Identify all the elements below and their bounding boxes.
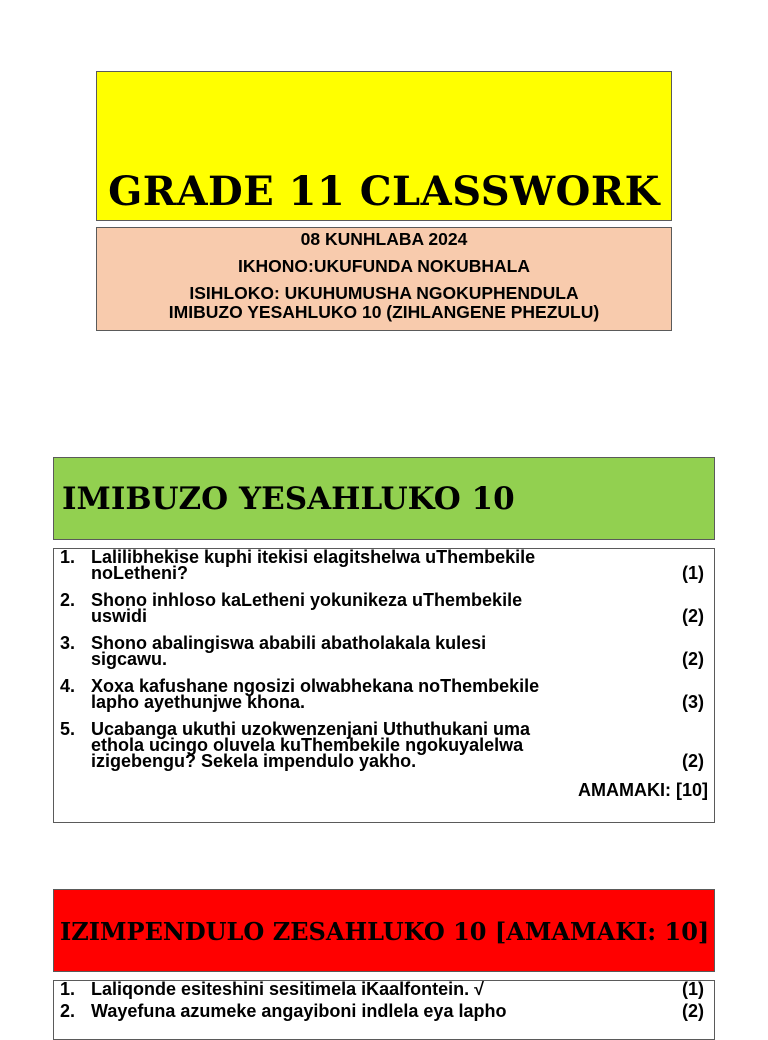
answer-marks: (2) <box>682 1001 704 1021</box>
question-item <box>60 635 704 667</box>
questions-total-marks: AMAMAKI: [10] <box>578 780 708 800</box>
question-item <box>60 721 704 769</box>
lesson-topic-line-2: IMIBUZO YESAHLUKO 10 (ZIHLANGENE PHEZULU) <box>168 302 600 322</box>
questions-box <box>53 548 715 823</box>
question-item <box>60 678 704 710</box>
question-number: 2. <box>60 590 76 610</box>
answer-text: Laliqonde esiteshini sesitimela iKaalfontein. √ <box>91 980 484 999</box>
question-number: 5. <box>60 719 76 739</box>
question-number: 3. <box>60 633 76 653</box>
answer-text: Wayefuna azumeke angayiboni indlela eya lapho <box>91 1001 507 1021</box>
question-number: 4. <box>60 676 76 696</box>
lesson-topic-line-1: ISIHLOKO: UKUHUMUSHA NGOKUPHENDULA <box>189 283 579 303</box>
question-marks: (2) <box>682 751 704 771</box>
answer-number: 1. <box>60 980 76 999</box>
question-number: 1. <box>60 547 76 567</box>
answers-box <box>53 980 715 1040</box>
answer-item <box>60 981 704 997</box>
questions-heading: IMIBUZO YESAHLUKO 10 <box>53 457 715 540</box>
question-text: Ucabanga ukuthi uzokwenzenjani Uthuthukani uma ethola ucingo oluvela kuThembekile ngokuyalelwa izigebengu? Sekela impendulo yakho. <box>91 719 531 771</box>
info-banner <box>96 227 672 331</box>
question-item <box>60 592 704 624</box>
answer-item <box>60 1003 704 1019</box>
question-item <box>60 549 704 581</box>
question-text: Shono inhloso kaLetheni yokunikeza uThembekile uswidi <box>91 590 523 626</box>
question-marks: (2) <box>682 606 704 626</box>
question-marks: (3) <box>682 692 704 712</box>
answer-marks: (1) <box>682 980 704 999</box>
question-text: Xoxa kafushane ngosizi olwabhekana noThembekile lapho ayethunjwe khona. <box>91 676 540 712</box>
question-marks: (1) <box>682 563 704 583</box>
page-title: GRADE 11 CLASSWORK <box>108 168 660 215</box>
lesson-skill: IKHONO:UKUFUNDA NOKUBHALA <box>238 256 530 276</box>
answers-heading: IZIMPENDULO ZESAHLUKO 10 [AMAMAKI: 10] <box>53 889 715 972</box>
lesson-date: 08 KUNHLABA 2024 <box>300 229 468 249</box>
question-text: Shono abalingiswa ababili abatholakala kulesi sigcawu. <box>91 633 487 669</box>
question-marks: (2) <box>682 649 704 669</box>
question-text: Lalilibhekise kuphi itekisi elagitshelwa uThembekile noLetheni? <box>91 547 536 583</box>
answer-number: 2. <box>60 1001 76 1021</box>
